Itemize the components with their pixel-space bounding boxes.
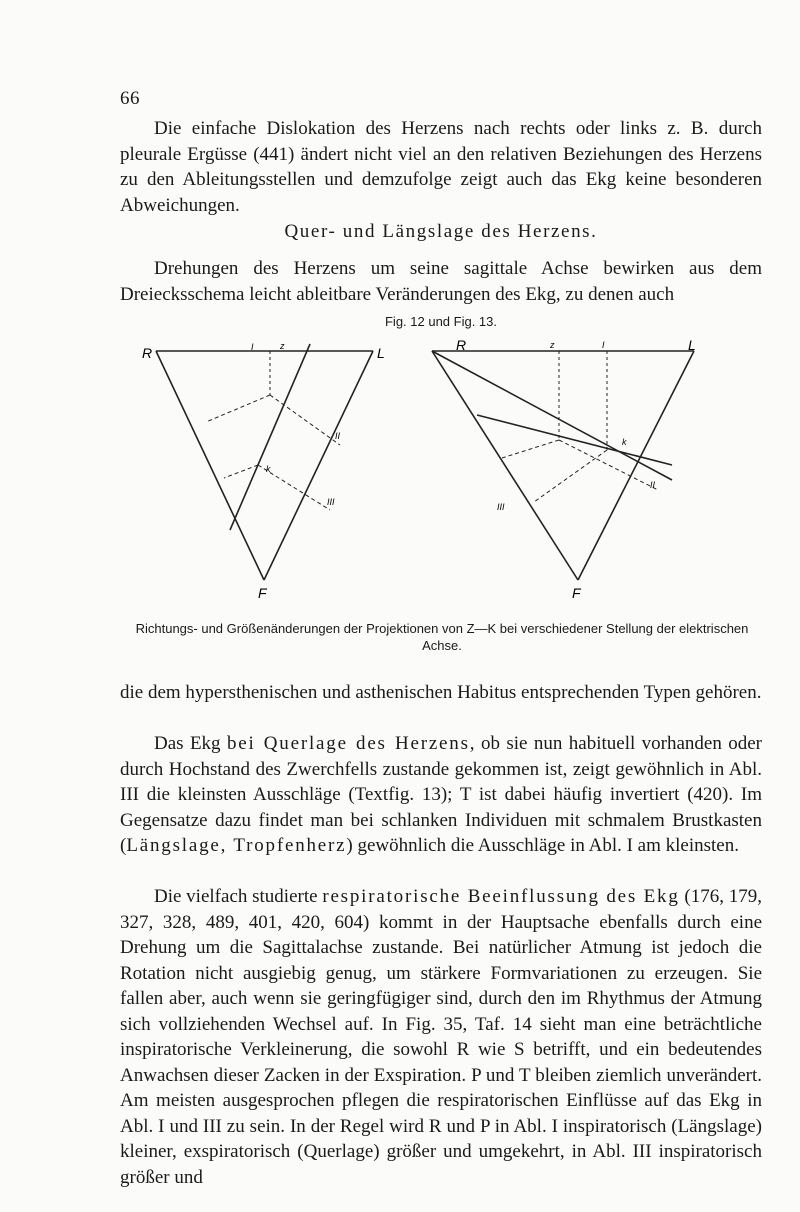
- paragraph-respiratory: [120, 884, 762, 1190]
- figure-title: Fig. 12 und Fig. 13.: [384, 314, 497, 329]
- label-R: R: [456, 340, 467, 353]
- label-L: L: [377, 345, 385, 361]
- label-K: k: [622, 437, 627, 447]
- paragraph-habitus: die dem hypersthenischen und asthenischen Habitus entsprechenden Typen gehören.: [120, 682, 762, 703]
- label-F: F: [572, 585, 581, 601]
- respiratory-text: (176, 179, 327, 328, 489, 401, 420, 604) kommt in der Hauptsache ebenfalls durch eine Drehung um die Sagittalachse zustande. Bei natürlicher Atmung ist jedoch die Rotation nicht ausgiebig genug, um stärkere Formvariationen zu erzeugen. Sie fallen aber, auch wenn sie geringfügiger sind, durch den im Rhythmus der Atmung sich vollziehenden Wechsel auf. In Fig. 35, Taf. 14 sieht man eine beträchtliche inspiratorische Verkleinerung, die sowohl R wie S betrifft, und ein bedeutendes Anwachsen dieser Zacken in der Exspiration. P und T bleiben ziemlich unverändert. Am meisten ausgesprochen pflegen die respiratorischen Einflüsse auf das Ekg in Abl. I und III zu sein. In der Regel wird R und P in Abl. I inspiratorisch (Längslage) kleiner, exspiratorisch (Querlage) größer und umgekehrt, in Abl. III inspiratorisch größer und: [120, 886, 763, 1188]
- paragraph-querlage: [120, 731, 762, 859]
- label-II-h: II: [650, 480, 656, 490]
- label-R: R: [142, 345, 153, 361]
- respiratory-intro: Die vielfach studierte: [154, 886, 323, 907]
- label-L: L: [688, 340, 696, 353]
- label-K: k: [266, 464, 271, 474]
- querlage-intro: Das Ekg: [154, 733, 227, 754]
- laengslage-emphasis: Längslage, Tropfenherz: [126, 835, 347, 856]
- figure-13-diagram: [422, 340, 712, 615]
- label-F: F: [258, 585, 267, 601]
- paragraph-rotation-intro: Drehungen des Herzens um seine sagittale Achse bewirken aus dem Dreiecksschema leicht ableitbare Veränderungen des Ekg, zu denen auch: [120, 258, 762, 305]
- querlage-emphasis: bei Querlage des Herzens: [226, 733, 470, 754]
- label-II-h: II: [335, 431, 341, 441]
- figure-12-diagram: [140, 340, 400, 615]
- querlage-text-end: ) gewöhnlich die Ausschläge in Abl. I am kleinsten.: [346, 835, 739, 856]
- label-III-h: III: [327, 497, 335, 507]
- respiratory-emphasis: respiratorische Beeinflussung des Ekg: [322, 886, 680, 907]
- querlage-text: , ob sie nun habituell vorhanden oder durch Hochstand des Zwerchfells zustande gekommen ist, zeigt gewöhnlich in Abl. III die kleinsten Ausschläge (Textfig. 13); T ist dabei häufig invertiert (420). Im Gegensatze dazu findet man bei schlanken Individuen mit schmalem Brustkasten (: [120, 733, 763, 856]
- label-III-h: III: [497, 502, 505, 512]
- figure-caption: Richtungs- und Größenänderungen der Projektionen von Z—K bei verschiedener Stellung der elektrischen Achse.: [135, 621, 749, 653]
- label-I-h: I: [251, 342, 254, 352]
- page-number: 66: [120, 88, 140, 109]
- section-heading: Quer- und Längslage des Herzens.: [284, 221, 598, 242]
- label-I-h: I: [602, 340, 605, 350]
- label-Z: z: [550, 340, 555, 350]
- paragraph-dislocation: Die einfache Dislokation des Herzens nach rechts oder links z. B. durch pleurale Ergüsse (441) ändert nicht viel an den relativen Beziehungen des Herzens zu den Ableitungsstellen und demzufolge zeigt auch das Ekg keine besonderen Abweichungen.: [120, 118, 762, 216]
- label-Z: z: [280, 341, 285, 351]
